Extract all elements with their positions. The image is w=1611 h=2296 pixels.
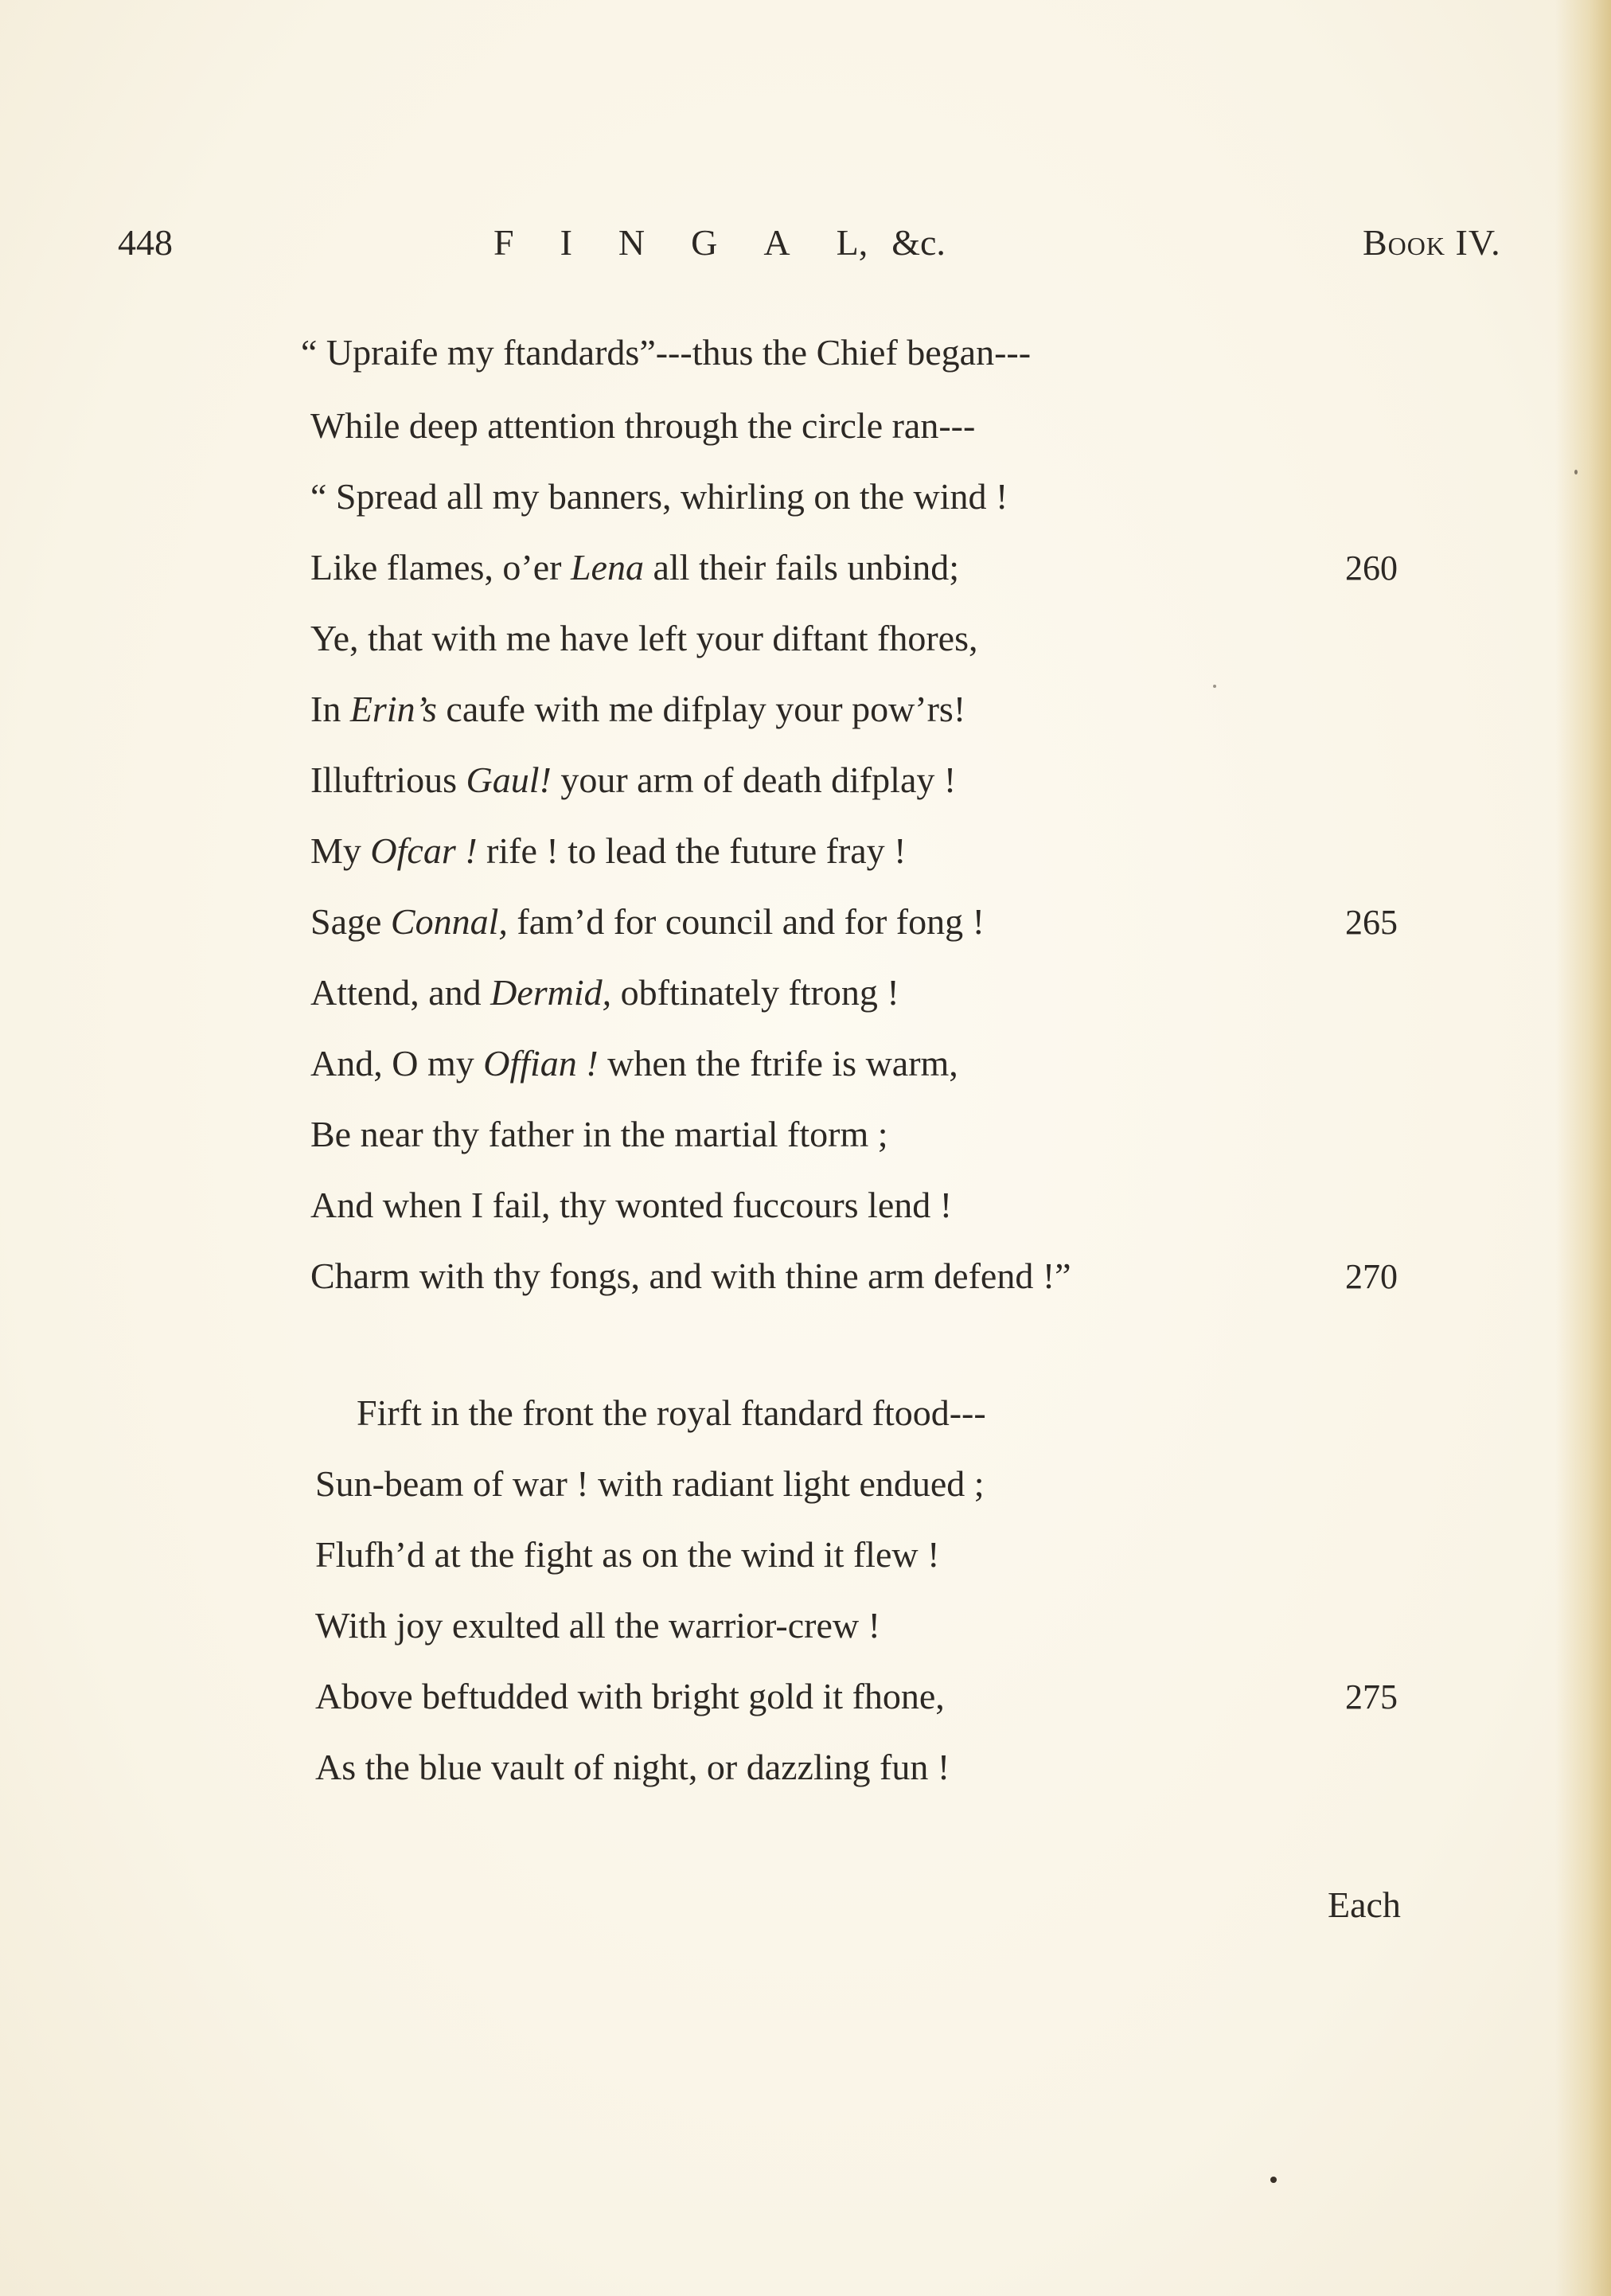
title-letter: G — [691, 222, 718, 263]
catchword: Each — [1328, 1884, 1401, 1925]
verse-line: Illuftrious Gaul! your arm of death difplay ! — [310, 759, 957, 800]
verse-line: Flufh’d at the fight as on the wind it flew ! — [315, 1534, 940, 1575]
title-letter: L, — [836, 222, 868, 263]
verse-line: Like flames, o’er Lena all their fails unbind; — [310, 547, 959, 588]
title-letter: A — [763, 222, 790, 263]
proper-name: Dermid, — [490, 972, 612, 1013]
proper-name: Erin’s — [349, 689, 437, 729]
proper-name: Gaul! — [466, 759, 552, 800]
verse-line: Charm with thy fongs, and with thine arm defend !” — [310, 1255, 1071, 1296]
proper-name: Ofcar ! — [370, 830, 478, 871]
line-number: 265 — [1345, 903, 1398, 942]
page-number: 448 — [118, 222, 173, 263]
verse-line: While deep attention through the circle ran--- — [310, 405, 976, 446]
verse-line: Ye, that with me have left your diftant fhores, — [310, 618, 978, 658]
verse-line: “ Spread all my banners, whirling on the wind ! — [310, 476, 1008, 517]
title-suffix: &c. — [891, 222, 946, 263]
verse-line: My Ofcar ! rife ! to lead the future fray ! — [310, 830, 907, 871]
verse-line: Firft in the front the royal ftandard ftood--- — [357, 1392, 986, 1433]
verse-line: And when I fail, thy wonted fuccours lend ! — [310, 1185, 953, 1225]
line-number: 270 — [1345, 1257, 1398, 1296]
paper-speck — [1213, 685, 1216, 688]
paper-speck — [1270, 2177, 1277, 2183]
verse-line: In Erin’s caufe with me difplay your pow’rs! — [310, 689, 966, 729]
verse-line: Sage Connal, fam’d for council and for fong ! — [310, 901, 985, 942]
proper-name: Connal, — [390, 901, 508, 942]
proper-name: Offian ! — [483, 1043, 599, 1084]
title-letter: N — [618, 222, 646, 263]
line-number: 275 — [1345, 1677, 1398, 1716]
verse-line: With joy exulted all the warrior-crew ! — [315, 1605, 880, 1646]
verse-line: Be near thy father in the martial ftorm ; — [310, 1114, 888, 1154]
verse-line: Above beftudded with bright gold it fhone, — [315, 1676, 945, 1716]
verse-line: And, O my Offian ! when the ftrife is warm, — [310, 1043, 958, 1084]
line-number: 260 — [1345, 549, 1398, 588]
proper-name: Lena — [570, 547, 644, 588]
paper-speck — [1574, 470, 1578, 474]
book-label: Book IV. — [1363, 222, 1501, 263]
verse-line: Attend, and Dermid, obftinately ftrong ! — [310, 972, 899, 1013]
verse-line: “ Upraife my ftandards”---thus the Chief began--- — [301, 332, 1032, 373]
verse-line: Sun-beam of war ! with radiant light endued ; — [315, 1463, 985, 1504]
title-letter: F — [493, 222, 514, 263]
title-letter: I — [560, 222, 572, 263]
verse-line: As the blue vault of night, or dazzling fun ! — [315, 1747, 950, 1787]
